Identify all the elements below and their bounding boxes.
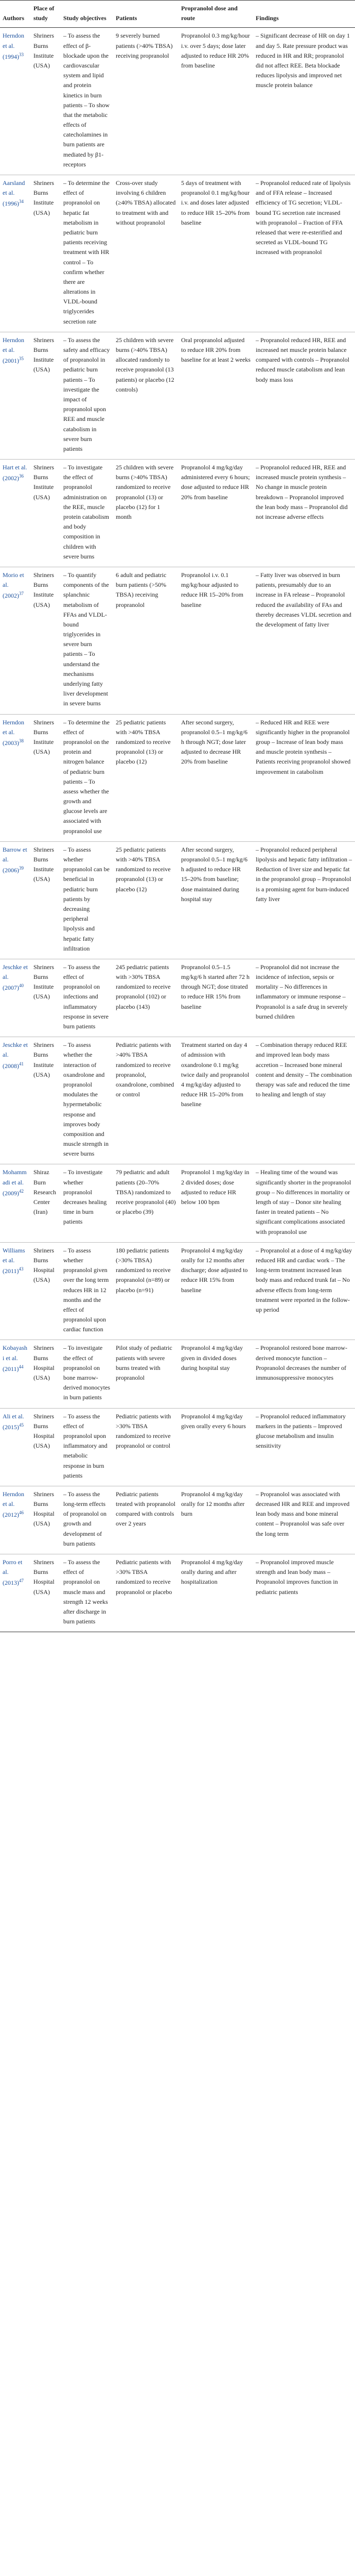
cell-author (0, 1554, 31, 1632)
cell-objectives: – To investigate the effect of propranolol administration on the REE, muscle protein catabolism and body composition in children with severe burns (61, 460, 113, 567)
cell-author (0, 714, 31, 841)
cell-author (0, 567, 31, 714)
cell-objectives: – To determine the effect of propranolol on the protein and nitrogen balance of pediatric burn patients – To assess whether the growth and glucose levels are associated with propranolol use (61, 714, 113, 841)
cell-objectives: – To assess the safety and efficacy of propranolol in pediatric burn patients – To investigate the impact of propranolol upon REE and muscle catabolism in severe burn patients (61, 332, 113, 459)
author-link[interactable]: Herndon et al. (2001) (3, 336, 24, 365)
cell-patients: Pediatric patients with >40% TBSA randomized to receive propranolol, oxandrolone, combined or control (113, 1037, 179, 1164)
table-row (0, 460, 355, 567)
reference-number[interactable]: 46 (19, 1510, 24, 1516)
reference-number[interactable]: 34 (19, 199, 24, 205)
table-row (0, 1242, 355, 1340)
table-row (0, 175, 355, 332)
cell-author (0, 28, 31, 175)
cell-findings: – Significant decrease of HR on day 1 and day 5. Rate pressure product was reduced in HR and RR; propranolol did not affect REE. Beta blockade reduces lipolysis and improved net muscle protein balance (253, 28, 355, 175)
cell-place: Shriners Burns Hospital (USA) (31, 1408, 61, 1486)
cell-objectives: – To assess whether propranolol can be beneficial in pediatric burn patients by decreasing peripheral lipolysis and hepatic fatty infiltration (61, 841, 113, 959)
cell-patients: 79 pediatric and adult patients (20–70% TBSA) randomized to receive propranolol (40) or placebo (39) (113, 1164, 179, 1242)
cell-dose: Propranolol 4 mg/kg/day orally for 12 months after burn (179, 1486, 253, 1554)
cell-findings: – Propranolol reduced peripheral lipolysis and hepatic fatty infiltration – Reduction of liver size and hepatic fat in the propranolol group – Propranolol is a promising agent for burn-induced fatty liver (253, 841, 355, 959)
cell-dose: Propranolol 4 mg/kg/day given in divided doses during hospital stay (179, 1340, 253, 1408)
cell-dose: Propranolol 4 mg/kg/day administered every 6 hours; dose adjusted to reduce HR 20% from baseline (179, 460, 253, 567)
cell-author (0, 332, 31, 459)
cell-objectives: – To assess the effect of propranolol upon inflammatory and metabolic response in burn patients (61, 1408, 113, 1486)
cell-dose: Propranolol 4 mg/kg/day orally during and after hospitalization (179, 1554, 253, 1632)
cell-author (0, 1408, 31, 1486)
header-row (0, 1, 355, 28)
author-link[interactable]: Jeschke et al. (2007) (3, 963, 28, 992)
cell-patients: 25 pediatric patients with >40% TBSA randomized to receive propranolol (13) or placebo (12) (113, 841, 179, 959)
cell-place: Shriners Burns Institute (USA) (31, 28, 61, 175)
cell-dose: After second surgery, propranolol 0.5–1 mg/kg/6 h adjusted to reduce HR 15–20% from baseline; dose maintained during hospital stay (179, 841, 253, 959)
reference-number[interactable]: 33 (19, 52, 24, 57)
reference-number[interactable]: 37 (19, 591, 24, 597)
cell-place: Shriners Burns Institute (USA) (31, 841, 61, 959)
cell-dose: Treatment started on day 4 of admission with oxandrolone 0.1 mg/kg twice daily and propranolol 4 mg/kg/day adjusted to reduce HR 15–20% from baseline (179, 1037, 253, 1164)
cell-objectives: – To assess the effect of propranolol on infections and inflammatory response in severe burn patients (61, 959, 113, 1037)
cell-author (0, 1037, 31, 1164)
cell-objectives: – To assess the effect of β-blockade upon the cardiovascular system and lipid and protein kinetics in burn patients – To show that the metabolic effects of catecholamines in burn patients are mediated by β1-receptors (61, 28, 113, 175)
table-row (0, 567, 355, 714)
cell-findings: – Reduced HR and REE were significantly higher in the propranolol group – Increase of lean body mass and muscle protein synthesis – Patients receiving propranolol showed improvement in catabolism (253, 714, 355, 841)
cell-place: Shriners Burns Hospital (USA) (31, 1340, 61, 1408)
cell-dose: Propranolol 0.3 mg/kg/hour i.v. over 5 days; dose later adjusted to reduce HR 20% from baseline (179, 28, 253, 175)
reference-number[interactable]: 44 (19, 1364, 24, 1369)
cell-place: Shriners Burns Institute (USA) (31, 175, 61, 332)
cell-place: Shriners Burns Institute (USA) (31, 567, 61, 714)
author-link[interactable]: Herndon et al. (2012) (3, 1490, 24, 1519)
author-link[interactable]: Barrow et al. (2006) (3, 845, 27, 874)
reference-number[interactable]: 43 (19, 1266, 24, 1272)
cell-patients: 245 pediatric patients with >30% TBSA randomized to receive propranolol (102) or placebo (143) (113, 959, 179, 1037)
table-body (0, 28, 355, 1632)
header-place: Place of study (31, 1, 61, 28)
cell-findings: – Propranolol reduced HR, REE and increased muscle protein synthesis – No change in muscle protein breakdown – Propranolol improved the lean body mass – Propranolol did not increase adverse effects (253, 460, 355, 567)
table-header (0, 1, 355, 28)
cell-author (0, 1340, 31, 1408)
cell-findings: – Propranolol reduced HR, REE and increased net muscle protein balance compared with controls – Propranolol reduced muscle catabolism and lean body mass loss (253, 332, 355, 459)
reference-number[interactable]: 45 (19, 1422, 24, 1428)
table-row (0, 1486, 355, 1554)
cell-patients: Pediatric patients with >30% TBSA randomized to receive propranolol or placebo (113, 1554, 179, 1632)
cell-dose: Oral propranolol adjusted to reduce HR 20% from baseline for at least 2 weeks (179, 332, 253, 459)
cell-patients: Pilot study of pediatric patients with severe burns treated with propranolol (113, 1340, 179, 1408)
table-row (0, 1037, 355, 1164)
cell-author (0, 460, 31, 567)
reference-number[interactable]: 41 (19, 1061, 24, 1066)
author-link[interactable]: Morio et al. (2002) (3, 571, 24, 600)
table-row (0, 332, 355, 459)
cell-objectives: – To investigate whether propranolol decreases healing time in burn patients (61, 1164, 113, 1242)
cell-dose: After second surgery, propranolol 0.5–1 mg/kg/6 h through NGT; dose later adjusted to decrease HR 20% from baseline (179, 714, 253, 841)
author-link[interactable]: Williams et al. (2011) (3, 1246, 25, 1275)
cell-findings: – Propranolol reduced rate of lipolysis and of FFA release – Increased efficiency of TG secretion; VLDL-bound TG secretion rate increased with propranolol – Fraction of FFA released that were re-esterified and secreted as VLDL-bound TG increased with propranolol (253, 175, 355, 332)
cell-dose: Propranolol 4 mg/kg/day given orally every 6 hours (179, 1408, 253, 1486)
cell-author (0, 1164, 31, 1242)
cell-dose: Propranolol 0.5–1.5 mg/kg/6 h started after 72 h through NGT; dose titrated to reduce HR 15% from baseline (179, 959, 253, 1037)
author-link[interactable]: Herndon et al. (2003) (3, 718, 24, 747)
cell-place: Shriners Burns Institute (USA) (31, 714, 61, 841)
author-link[interactable]: Herndon et al. (1994) (3, 32, 24, 60)
author-link[interactable]: Porro et al. (2013) (3, 1558, 23, 1587)
cell-objectives: – To assess whether propranolol given over the long term reduces HR in 12 months and the effect of propranolol upon cardiac function (61, 1242, 113, 1340)
header-authors: Authors (0, 1, 31, 28)
author-link[interactable]: Mohammadi et al. (2009) (3, 1168, 27, 1197)
header-findings: Findings (253, 1, 355, 28)
reference-number[interactable]: 36 (19, 473, 24, 479)
cell-objectives: – To quantify components of the splanchnic metabolism of FFAs and VLDL-bound triglycerides in severe burn patients – To understand the mechanisms underlying fatty liver development in severe burns (61, 567, 113, 714)
reference-number[interactable]: 39 (19, 866, 24, 871)
cell-objectives: – To investigate the effect of propranolol on bone marrow-derived monocytes in burn patients (61, 1340, 113, 1408)
cell-dose: Propranolol i.v. 0.1 mg/kg/hour adjusted to reduce HR 15–20% from baseline (179, 567, 253, 714)
header-patients: Patients (113, 1, 179, 28)
cell-patients: 180 pediatric patients (>30% TBSA) randomized to receive propranolol (n=89) or placebo (n=91) (113, 1242, 179, 1340)
author-link[interactable]: Hart et al. (2002) (3, 464, 27, 482)
table-row (0, 1554, 355, 1632)
header-dose: Propranolol dose and route (179, 1, 253, 28)
author-link[interactable]: Jeschke et al. (2008) (3, 1041, 28, 1070)
reference-number[interactable]: 47 (19, 1578, 24, 1584)
cell-findings: – Combination therapy reduced REE and improved lean body mass accretion – Increased bone mineral content and density – The combination therapy was safe and reduced the time to healing and length of stay (253, 1037, 355, 1164)
header-objectives: Study objectives (61, 1, 113, 28)
reference-number[interactable]: 35 (19, 356, 24, 362)
cell-objectives: – To determine the effect of propranolol on hepatic fat metabolism in pediatric burn patients receiving treatment with HR control – To confirm whether there are alterations in VLDL-bound triglycerides secretion rate (61, 175, 113, 332)
cell-dose: Propranolol 4 mg/kg/day orally for 12 months after discharge; dose adjusted to reduce HR 15% from baseline (179, 1242, 253, 1340)
cell-patients: 25 children with severe burns (>40% TBSA) randomized to receive propranolol (13) or placebo (12) for 1 month (113, 460, 179, 567)
cell-dose: Propranolol 1 mg/kg/day in 2 divided doses; dose adjusted to reduce HR below 100 bpm (179, 1164, 253, 1242)
cell-findings: – Propranolol was associated with decreased HR and REE and improved lean body mass and bone mineral content – Propranolol was safe over the long term (253, 1486, 355, 1554)
cell-patients: Pediatric patients with >30% TBSA randomized to receive propranolol or control (113, 1408, 179, 1486)
cell-objectives: – To assess the effect of propranolol on muscle mass and strength 12 weeks after discharge in burn patients (61, 1554, 113, 1632)
cell-findings: – Propranolol at a dose of 4 mg/kg/day reduced HR and cardiac work – The long-term treatment increased lean body mass and reduced trunk fat – No adverse effects from long-term treatment were reported in the follow-up period (253, 1242, 355, 1340)
cell-patients: 25 children with severe burns (>40% TBSA) allocated randomly to receive propranolol (13 patients) or placebo (12 controls) (113, 332, 179, 459)
cell-findings: – Propranolol improved muscle strength and lean body mass – Propranolol improves function in pediatric patients (253, 1554, 355, 1632)
table-row (0, 1164, 355, 1242)
cell-patients: Cross-over study involving 6 children (≥40% TBSA) allocated to treatment with and without propranolol (113, 175, 179, 332)
reference-number[interactable]: 42 (19, 1188, 24, 1194)
cell-objectives: – To assess the long-term effects of propranolol on growth and development of burn patients (61, 1486, 113, 1554)
cell-author (0, 1242, 31, 1340)
author-link[interactable]: Kobayashi et al. (2011) (3, 1344, 27, 1372)
cell-place: Shriners Burns Institute (USA) (31, 1037, 61, 1164)
cell-patients: 25 pediatric patients with >40% TBSA randomized to receive propranolol (13) or placebo (12) (113, 714, 179, 841)
reference-number[interactable]: 38 (19, 738, 24, 743)
cell-place: Shriners Burns Institute (USA) (31, 332, 61, 459)
table-row (0, 1408, 355, 1486)
cell-place: Shriners Burns Hospital (USA) (31, 1242, 61, 1340)
author-link[interactable]: Ali et al. (2015) (3, 1412, 24, 1431)
table-row (0, 28, 355, 175)
cell-dose: 5 days of treatment with propranolol 0.1 mg/kg/hour i.v. and doses later adjusted to reduce HR 15–20% from baseline (179, 175, 253, 332)
cell-findings: – Propranolol reduced inflammatory markers in the patients – Improved glucose metabolism and insulin sensitivity (253, 1408, 355, 1486)
cell-patients: 6 adult and pediatric burn patients (>50% TBSA) receiving propranolol (113, 567, 179, 714)
table-row (0, 959, 355, 1037)
cell-findings: – Healing time of the wound was significantly shorter in the propranolol group – No differences in mortality or length of stay – Donor site healing faster in treated patients – No significant complications associated with propranolol use (253, 1164, 355, 1242)
cell-place: Shriners Burns Institute (USA) (31, 460, 61, 567)
cell-findings: – Fatty liver was observed in burn patients, presumably due to an increase in FA release – Propranolol reduced the availability of FAs and thereby decreases VLDL secretion and the development of fatty liver (253, 567, 355, 714)
cell-findings: – Propranolol did not increase the incidence of infection, sepsis or mortality – No differences in inflammatory or immune response – Propranolol is a safe drug in severely burned children (253, 959, 355, 1037)
cell-place: Shriners Burns Hospital (USA) (31, 1486, 61, 1554)
cell-place: Shriners Burns Institute (USA) (31, 959, 61, 1037)
cell-place: Shiraz Burn Research Center (Iran) (31, 1164, 61, 1242)
table-row (0, 841, 355, 959)
cell-author (0, 841, 31, 959)
cell-author (0, 175, 31, 332)
cell-author (0, 959, 31, 1037)
cell-objectives: – To assess whether the interaction of oxandrolone and propranolol modulates the hypermetabolic response and improves body composition and muscle strength in severe burns (61, 1037, 113, 1164)
author-link[interactable]: Aarsland et al. (1996) (3, 179, 25, 208)
cell-patients: 9 severely burned patients (>40% TBSA) receiving propranolol (113, 28, 179, 175)
cell-patients: Pediatric patients treated with propranolol compared with controls over 2 years (113, 1486, 179, 1554)
table-row (0, 1340, 355, 1408)
cell-place: Shriners Burns Hospital (USA) (31, 1554, 61, 1632)
reference-number[interactable]: 40 (19, 983, 24, 989)
table-row (0, 714, 355, 841)
cell-findings: – Propranolol restored bone marrow-derived monocyte function – Propranolol decreases the number of immunosuppressive monocytes (253, 1340, 355, 1408)
cell-author (0, 1486, 31, 1554)
